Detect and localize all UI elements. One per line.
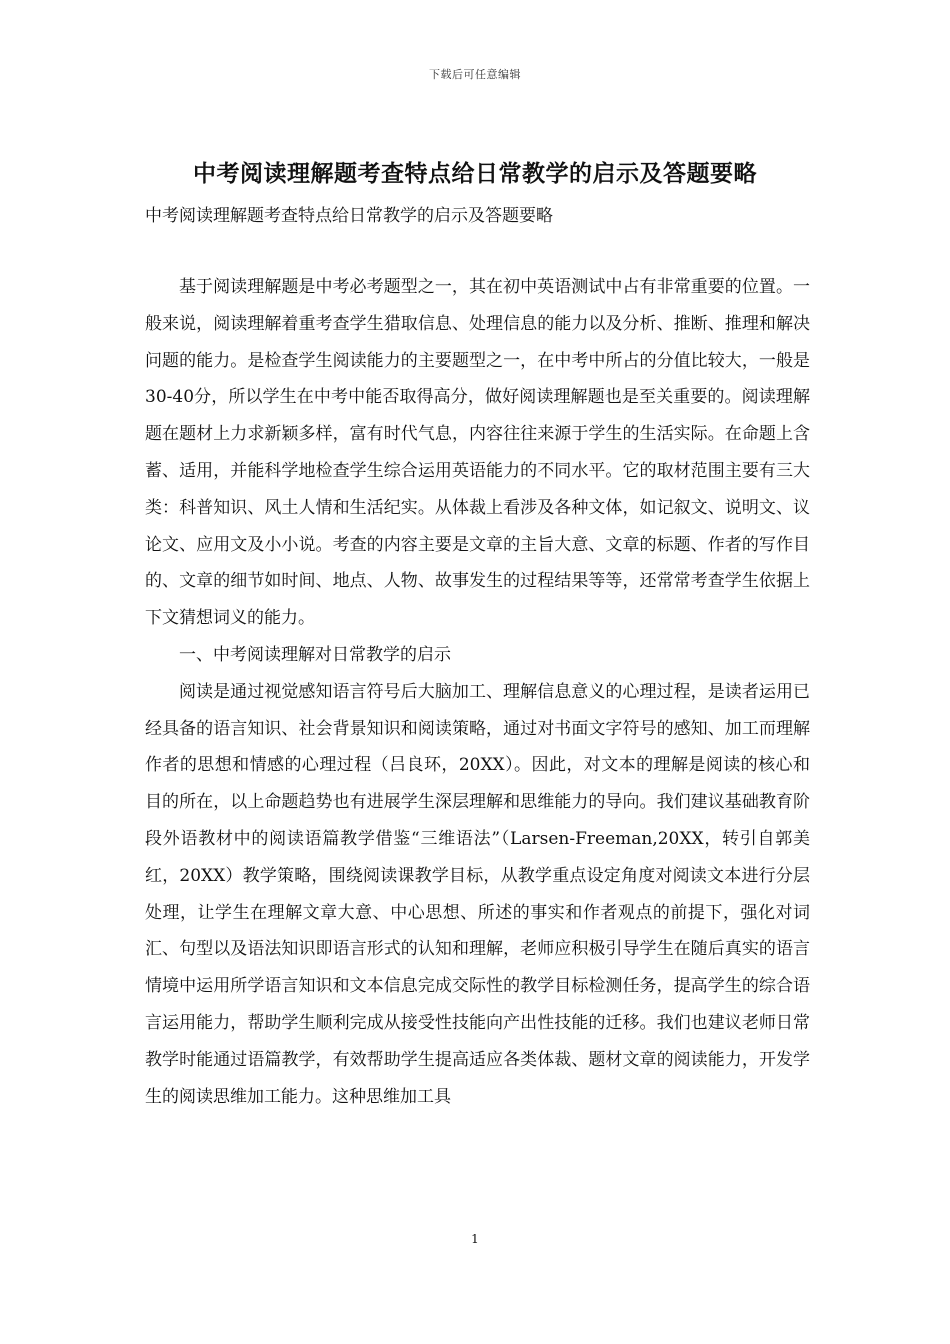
paragraph-intro: 基于阅读理解题是中考必考题型之一，其在初中英语测试中占有非常重要的位置。一般来说，阅读理解着重考查学生猎取信息、处理信息的能力以及分析、推断、推理和解决问题的能力。是检查学生阅读能力的主要题型之一，在中考中所占的分值比较大，一般是30-40分，所以学生在中考中能否取得高分，做好阅读理解题也是至关重要的。阅读理解题在题材上力求新颖多样，富有时代气息，内容往往来源于学生的生活实际。在命题上含蓄、适用，并能科学地检查学生综合运用英语能力的不同水平。它的取材范围主要有三大类：科普知识、风土人情和生活纪实。从体裁上看涉及各种文体，如记叙文、说明文、议论文、应用文及小小说。考查的内容主要是文章的主旨大意、文章的标题、作者的写作目的、文章的细节如时间、地点、人物、故事发生的过程结果等等，还常常考查学生依据上下文猜想词义的能力。 xyxy=(145,277,810,629)
document-title: 中考阅读理解题考查特点给日常教学的启示及答题要略 xyxy=(193,160,757,187)
paragraph-reading: 阅读是通过视觉感知语言符号后大脑加工、理解信息意义的心理过程，是读者运用已经具备的语言知识、社会背景知识和阅读策略，通过对书面文字符号的感知、加工而理解作者的思想和情感的心理过程（吕良环，20XX）。因此，对文本的理解是阅读的核心和目的所在，以上命题趋势也有进展学生深层理解和思维能力的导向。我们建议基础教育阶段外语教材中的阅读语篇教学借鉴“三维语法”（Larsen-Freeman,20XX，转引自郭美红，20XX）教学策略，围绕阅读课教学目标，从教学重点设定角度对阅读文本进行分层处理，让学生在理解文章大意、中心思想、所述的事实和作者观点的前提下，强化对词汇、句型以及语法知识即语言形式的认知和理解，老师应积极引导学生在随后真实的语言情境中运用所学语言知识和文本信息完成交际性的教学目标检测任务，提高学生的综合语言运用能力，帮助学生顺利完成从接受性技能向产出性技能的迁移。我们也建议老师日常教学时能通过语篇教学，有效帮助学生提高适应各类体裁、题材文章的阅读能力，开发学生的阅读思维加工能力。这种思维加工具 xyxy=(145,681,810,1107)
document-body xyxy=(145,269,810,1115)
section-heading: 一、中考阅读理解对日常教学的启示 xyxy=(179,644,451,665)
page-number: 1 xyxy=(471,1232,479,1246)
document-subtitle: 中考阅读理解题考查特点给日常教学的启示及答题要略 xyxy=(145,206,553,226)
header-note: 下载后可任意编辑 xyxy=(429,68,521,81)
